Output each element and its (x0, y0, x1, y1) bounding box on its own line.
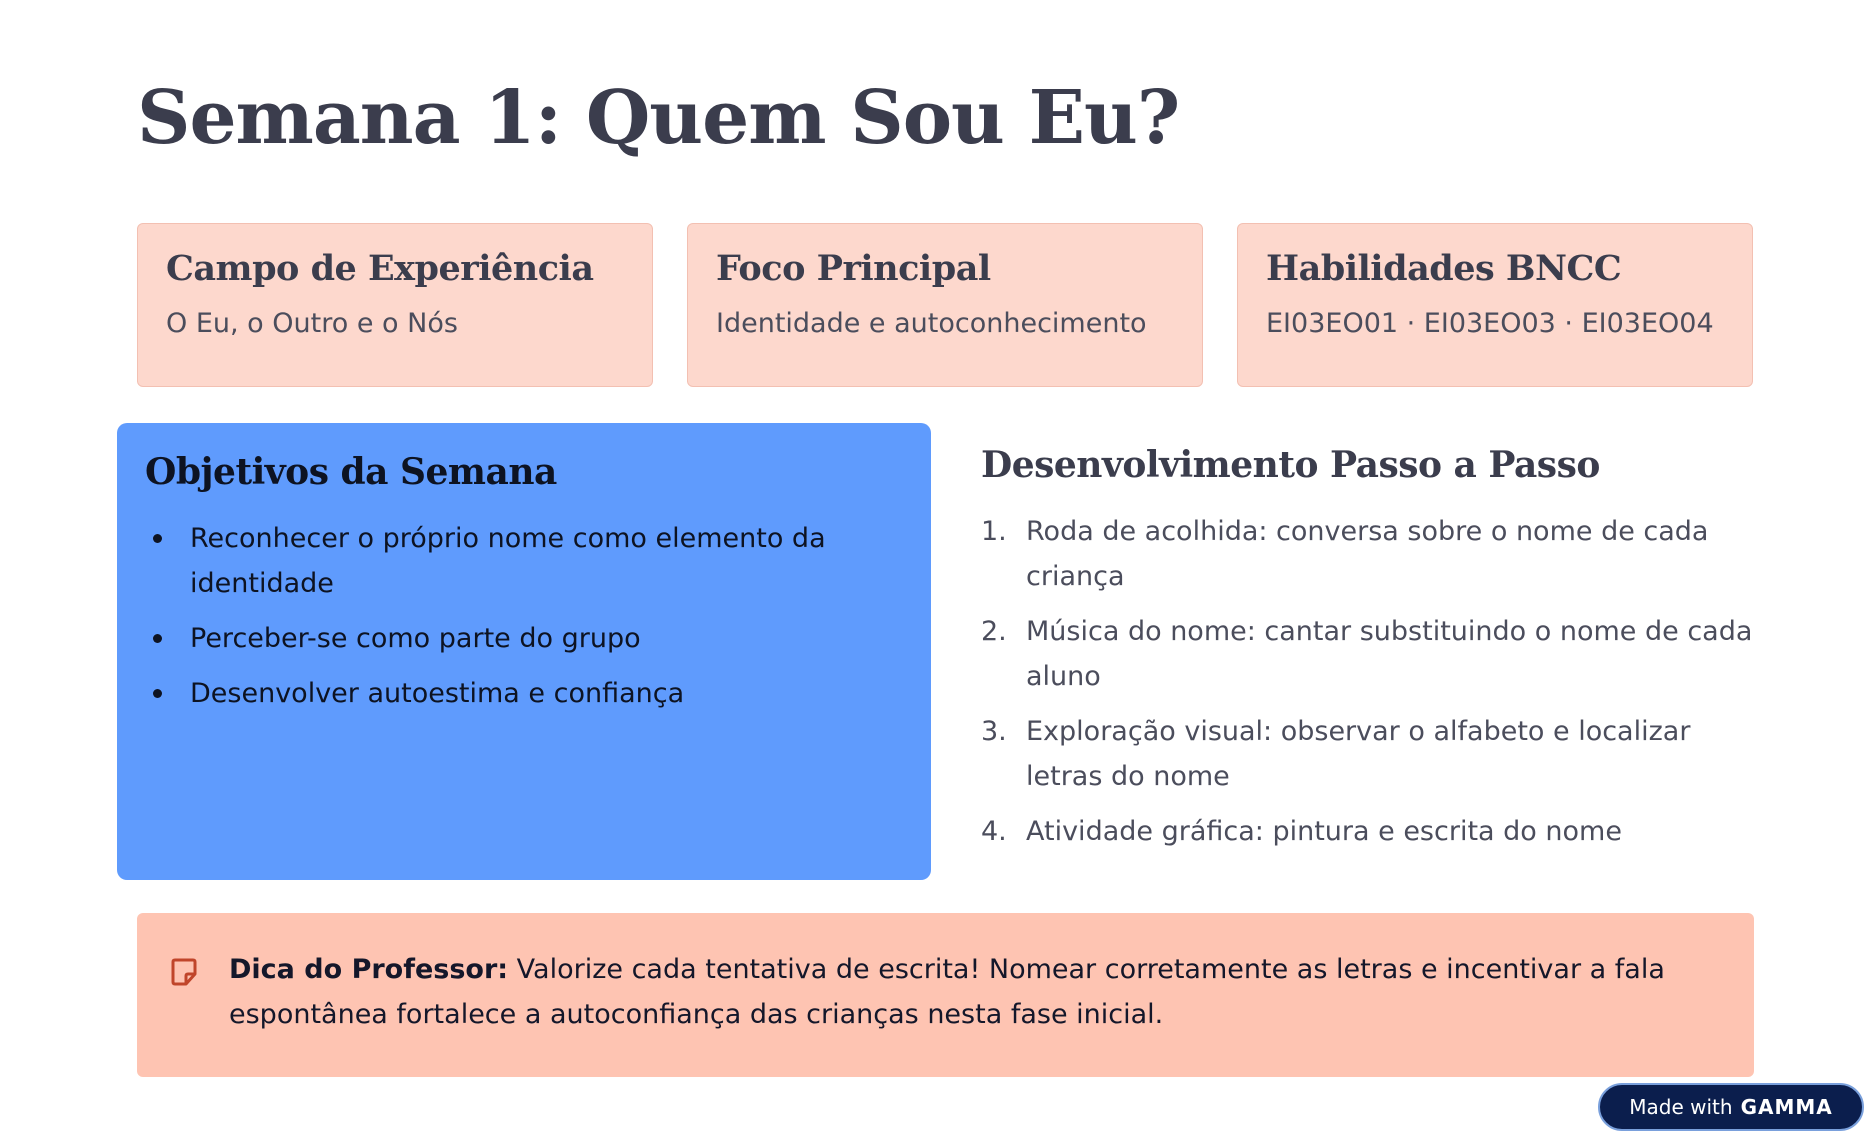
card-text: O Eu, o Outro e o Nós (166, 308, 458, 339)
card-heading: Foco Principal (716, 248, 991, 289)
steps-section (981, 444, 1761, 864)
list-item (145, 671, 903, 716)
bullet-icon (153, 689, 162, 698)
badge-prefix: Made with (1629, 1095, 1733, 1119)
card-heading: Campo de Experiência (166, 248, 594, 289)
steps-list (981, 509, 1761, 854)
list-item (981, 509, 1761, 599)
steps-heading: Desenvolvimento Passo a Passo (981, 444, 1600, 486)
page-title: Semana 1: Quem Sou Eu? (137, 75, 1180, 161)
objectives-panel (117, 423, 931, 880)
list-item (981, 609, 1761, 699)
step-text: Exploração visual: observar o alfabeto e localizar letras do nome (1026, 716, 1691, 793)
objective-text: Reconhecer o próprio nome como elemento da identidade (190, 523, 826, 600)
step-number: 2. (981, 616, 1007, 648)
list-item (145, 616, 903, 661)
objectives-list (145, 516, 903, 716)
list-item (981, 709, 1761, 799)
step-number: 1. (981, 516, 1007, 548)
tip-label: Dica do Professor: (229, 954, 509, 985)
list-item (145, 516, 903, 606)
step-text: Atividade gráfica: pintura e escrita do nome (1026, 816, 1622, 848)
card-habilidades-bncc (1237, 223, 1753, 387)
step-number: 3. (981, 716, 1007, 748)
objectives-heading: Objetivos da Semana (145, 451, 557, 493)
bullet-icon (153, 534, 162, 543)
card-campo-experiencia (137, 223, 653, 387)
card-text: EI03EO01 · EI03EO03 · EI03EO04 (1266, 308, 1714, 339)
gamma-logo: GAMMA (1740, 1095, 1833, 1119)
tip-body: Valorize cada tentativa de escrita! Nomear corretamente as letras e incentivar a fala espontânea fortalece a autoconfiança das crianças nesta fase inicial. (229, 954, 1665, 1030)
card-foco-principal (687, 223, 1203, 387)
objective-text: Desenvolver autoestima e confiança (190, 678, 685, 710)
card-heading: Habilidades BNCC (1266, 248, 1622, 289)
tip-text (229, 947, 1714, 1037)
teacher-tip-callout (137, 913, 1754, 1077)
step-text: Roda de acolhida: conversa sobre o nome de cada criança (1026, 516, 1709, 593)
objective-text: Perceber-se como parte do grupo (190, 623, 641, 655)
list-item (981, 809, 1761, 854)
step-number: 4. (981, 816, 1007, 848)
made-with-gamma-badge[interactable] (1598, 1083, 1864, 1131)
note-icon (169, 957, 199, 987)
card-text: Identidade e autoconhecimento (716, 308, 1147, 339)
bullet-icon (153, 634, 162, 643)
step-text: Música do nome: cantar substituindo o nome de cada aluno (1026, 616, 1753, 693)
